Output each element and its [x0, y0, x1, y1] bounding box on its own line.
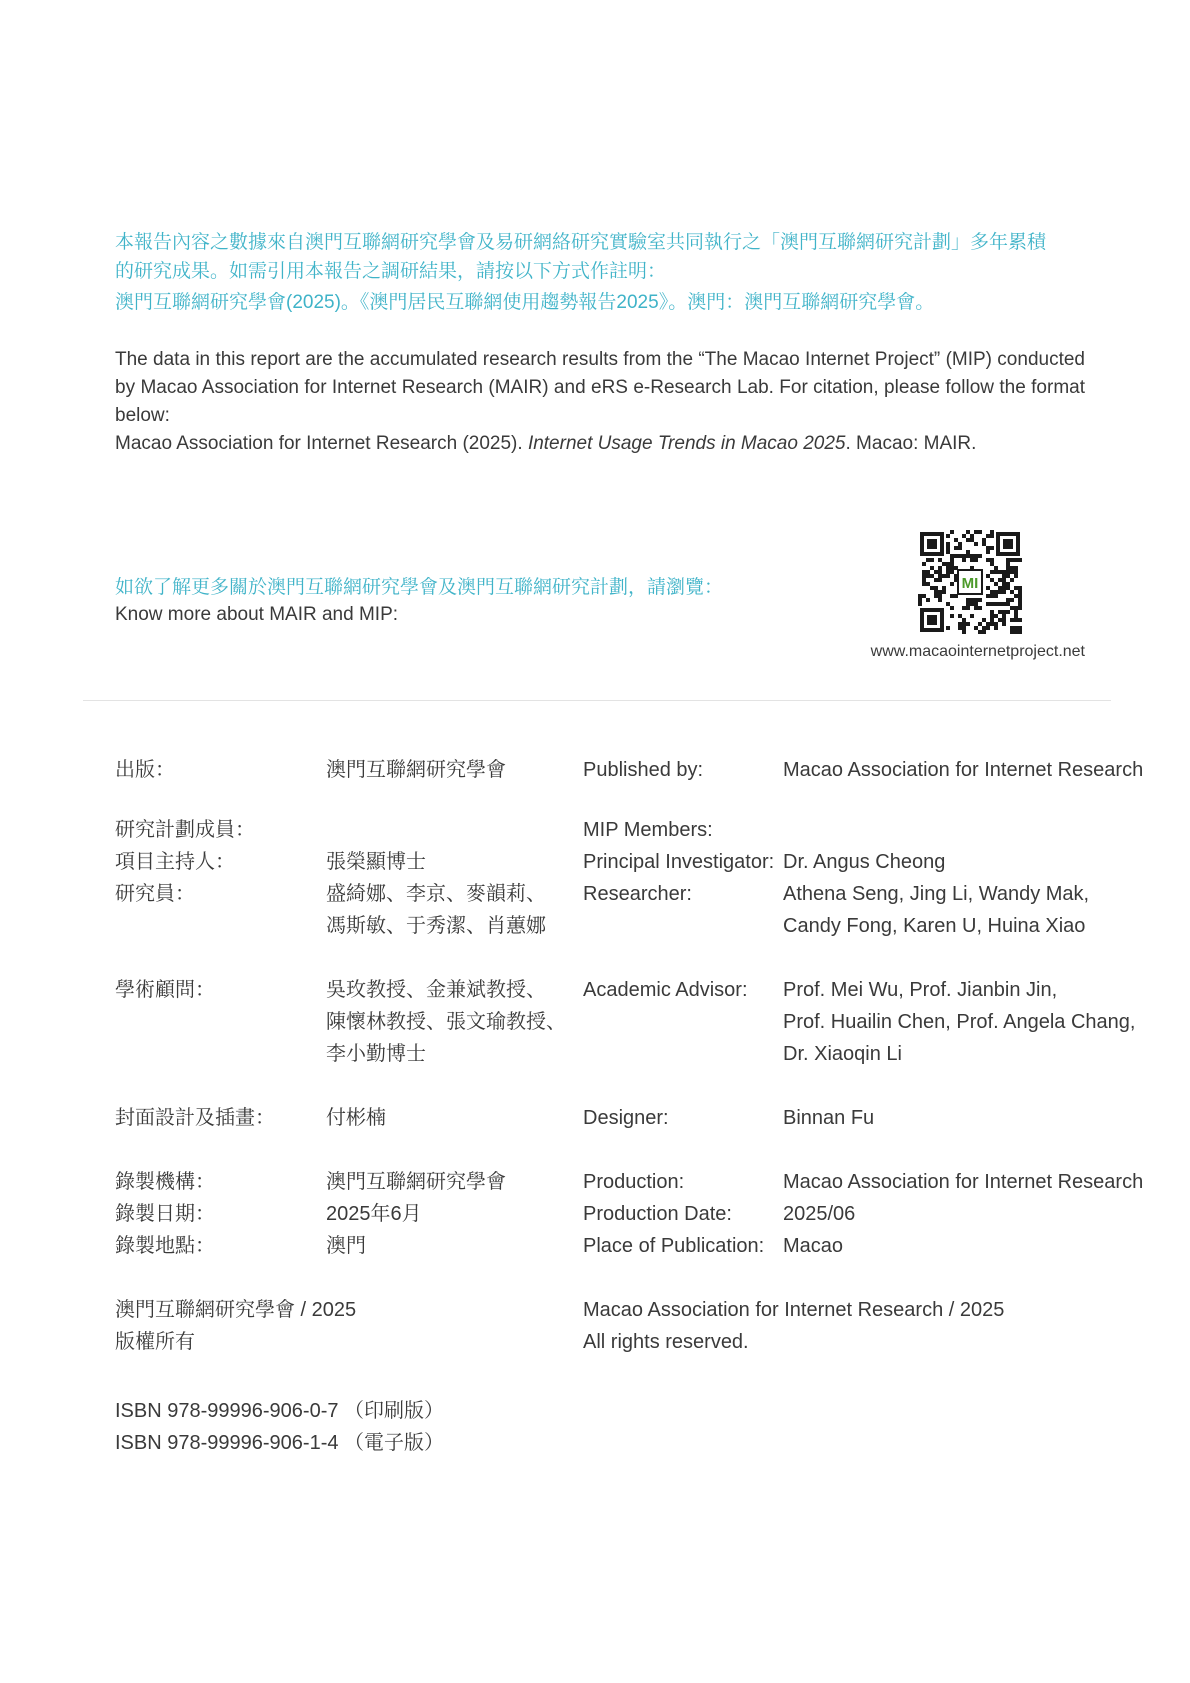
- qr-module: [998, 578, 1002, 582]
- qr-module: [958, 622, 962, 626]
- qr-module: [986, 594, 990, 598]
- qr-module: [982, 630, 986, 634]
- place-zh-value: 澳門: [326, 1235, 366, 1257]
- researcher-zh-value: [326, 878, 546, 942]
- pi-zh-value: 張榮顯博士: [326, 851, 426, 873]
- qr-module: [1006, 566, 1010, 570]
- qr-module: [978, 622, 982, 626]
- qr-module: [958, 626, 962, 630]
- qr-module: [1006, 574, 1010, 578]
- qr-module: [990, 610, 994, 614]
- qr-module: [982, 626, 986, 630]
- researcher-en-label: Researcher:: [583, 883, 692, 905]
- qr-module: [986, 602, 990, 606]
- qr-module: [990, 534, 994, 538]
- qr-module: [950, 570, 954, 574]
- qr-module: [1010, 590, 1014, 594]
- qr-module: [942, 586, 946, 590]
- qr-module: [970, 602, 974, 606]
- qr-module: [942, 562, 946, 566]
- qr-module: [986, 534, 990, 538]
- qr-module: [930, 558, 934, 562]
- qr-module: [926, 574, 930, 578]
- researcher-zh-line-1: 盛綺娜、李京、麥韻莉、: [326, 883, 546, 905]
- qr-module: [1002, 570, 1006, 574]
- qr-module: [974, 558, 978, 562]
- qr-module: [970, 534, 974, 538]
- published-zh-label: 出版：: [115, 759, 175, 781]
- qr-module: [942, 590, 946, 594]
- qr-module: [1014, 558, 1018, 562]
- qr-module: [958, 614, 962, 618]
- qr-module: [926, 582, 930, 586]
- qr-module: [938, 590, 942, 594]
- date-en-value: 2025/06: [783, 1203, 856, 1225]
- designer-zh-label: 封面設計及插畫：: [115, 1107, 275, 1129]
- production-zh-value: 澳門互聯網研究學會: [326, 1171, 506, 1193]
- qr-module: [946, 574, 950, 578]
- qr-module: [1006, 598, 1010, 602]
- qr-module: [978, 606, 982, 610]
- qr-module: [918, 602, 922, 606]
- qr-module: [962, 606, 966, 610]
- qr-module: [958, 542, 962, 546]
- qr-code-graphic: [918, 530, 1022, 634]
- qr-module: [1002, 618, 1006, 622]
- qr-module: [966, 622, 970, 626]
- qr-module: [974, 530, 978, 534]
- citation-zh: [115, 228, 1090, 317]
- qr-module: [1018, 594, 1022, 598]
- qr-module: [974, 602, 978, 606]
- qr-module: [950, 562, 954, 566]
- qr-module: [990, 558, 994, 562]
- qr-module: [1018, 558, 1022, 562]
- copyright-zh-line-1: 澳門互聯網研究學會 / 2025: [115, 1299, 357, 1321]
- qr-module: [970, 554, 974, 558]
- qr-code[interactable]: [918, 530, 1022, 634]
- qr-module: [1006, 602, 1010, 606]
- qr-module: [934, 586, 938, 590]
- advisor-zh-line-1: 吳玫教授、金兼斌教授、: [326, 979, 546, 1001]
- more-info-zh: 如欲了解更多關於澳門互聯網研究學會及澳門互聯網研究計劃，請瀏覽：: [115, 577, 724, 598]
- qr-module: [954, 538, 958, 542]
- qr-module: [930, 586, 934, 590]
- qr-module: [990, 590, 994, 594]
- copyright-en-line-2: All rights reserved.: [583, 1331, 749, 1353]
- qr-module: [946, 570, 950, 574]
- qr-module: [926, 570, 930, 574]
- qr-module: [1018, 586, 1022, 590]
- divider: [83, 700, 1111, 701]
- more-info-en: Know more about MAIR and MIP:: [115, 604, 399, 625]
- designer-zh-value: 付彬楠: [326, 1107, 386, 1129]
- qr-module: [998, 610, 1002, 614]
- qr-module: [1010, 566, 1014, 570]
- website-link[interactable]: www.macaointernetproject.net: [870, 643, 1085, 660]
- qr-module: [1002, 602, 1006, 606]
- qr-module: [978, 598, 982, 602]
- qr-module: [998, 618, 1002, 622]
- advisor-zh-line-2: 陳懷林教授、張文瑜教授、: [326, 1011, 566, 1033]
- qr-module: [1018, 618, 1022, 622]
- qr-module: [962, 630, 966, 634]
- qr-logo-text: MI: [961, 575, 979, 592]
- qr-module: [966, 606, 970, 610]
- qr-module: [938, 566, 942, 570]
- qr-module: [986, 550, 990, 554]
- citation-ref-title: Internet Usage Trends in Macao 2025: [527, 433, 846, 454]
- qr-module: [934, 578, 938, 582]
- qr-module: [1010, 606, 1014, 610]
- qr-module: [982, 538, 986, 542]
- qr-module: [922, 570, 926, 574]
- copyright-zh: [115, 1294, 356, 1358]
- qr-module: [966, 598, 970, 602]
- qr-module: [962, 554, 966, 558]
- qr-module: [962, 622, 966, 626]
- qr-module: [990, 546, 994, 550]
- qr-module: [938, 558, 942, 562]
- qr-module: [934, 594, 938, 598]
- qr-module: [974, 598, 978, 602]
- designer-en-value: Binnan Fu: [783, 1107, 875, 1129]
- qr-module: [998, 570, 1002, 574]
- qr-module: [950, 582, 954, 586]
- qr-module: [994, 570, 998, 574]
- qr-module: [1006, 586, 1010, 590]
- qr-module: [950, 554, 954, 558]
- qr-module: [930, 574, 934, 578]
- qr-module: [994, 626, 998, 630]
- qr-module: [918, 598, 922, 602]
- qr-module: [970, 598, 974, 602]
- qr-module: [918, 594, 922, 598]
- advisor-zh-label: 學術顧問：: [115, 979, 215, 1001]
- qr-module: [1006, 570, 1010, 574]
- qr-module: [926, 598, 930, 602]
- qr-module: [966, 530, 970, 534]
- qr-module: [1014, 626, 1018, 630]
- qr-module: [966, 538, 970, 542]
- qr-module: [990, 594, 994, 598]
- advisor-en-label: Academic Advisor:: [583, 979, 748, 1001]
- qr-module: [994, 590, 998, 594]
- published-en-label: Published by:: [583, 759, 704, 781]
- copyright-zh-line-2: 版權所有: [115, 1331, 195, 1353]
- qr-module: [990, 622, 994, 626]
- production-zh-label: 錄製機構：: [115, 1171, 215, 1193]
- qr-module: [986, 622, 990, 626]
- qr-module: [1006, 582, 1010, 586]
- qr-module: [962, 534, 966, 538]
- date-en-label: Production Date:: [583, 1203, 732, 1225]
- qr-module: [998, 586, 1002, 590]
- qr-module: [1014, 610, 1018, 614]
- qr-module: [946, 534, 950, 538]
- qr-module: [990, 562, 994, 566]
- copyright-en-line-1: Macao Association for Internet Research / 2025: [583, 1299, 1005, 1321]
- qr-module: [1018, 626, 1022, 630]
- designer-en-label: Designer:: [583, 1107, 669, 1129]
- qr-module: [926, 558, 930, 562]
- qr-module: [1018, 630, 1022, 634]
- qr-module: [994, 614, 998, 618]
- advisor-zh-line-3: 李小勤博士: [326, 1043, 426, 1065]
- qr-module: [962, 626, 966, 630]
- citation-ref-tail: . Macao: MAIR.: [845, 433, 977, 454]
- qr-module: [1018, 606, 1022, 610]
- qr-module: [974, 626, 978, 630]
- pi-en-label: Principal Investigator:: [583, 851, 775, 873]
- qr-module: [1002, 622, 1006, 626]
- qr-module: [974, 542, 978, 546]
- qr-module: [994, 566, 998, 570]
- qr-module: [990, 578, 994, 582]
- qr-module: [938, 598, 942, 602]
- qr-module: [950, 566, 954, 570]
- citation-zh-line-3: 澳門互聯網研究學會(2025)。《澳門居民互聯網使用趨勢報告2025》。澳門：澳門互聯網研究學會。: [115, 292, 935, 313]
- qr-module: [954, 546, 958, 550]
- qr-module: [974, 554, 978, 558]
- researcher-zh-line-2: 馮斯敏、于秀潔、肖蕙娜: [326, 915, 546, 937]
- qr-module: [986, 558, 990, 562]
- qr-module: [1002, 614, 1006, 618]
- qr-module: [1006, 562, 1010, 566]
- qr-module: [1002, 582, 1006, 586]
- citation-ref-author: Macao Association for Internet Research (2025).: [115, 433, 528, 454]
- qr-module: [1002, 586, 1006, 590]
- qr-module: [950, 530, 954, 534]
- researcher-en-line-2: Candy Fong, Karen U, Huina Xiao: [783, 915, 1086, 937]
- qr-module: [946, 562, 950, 566]
- qr-module: [934, 570, 938, 574]
- qr-module: [954, 554, 958, 558]
- qr-module: [950, 614, 954, 618]
- place-zh-label: 錄製地點：: [115, 1235, 215, 1257]
- published-en-value: Macao Association for Internet Research: [783, 759, 1144, 781]
- qr-module: [978, 530, 982, 534]
- qr-module: [990, 602, 994, 606]
- qr-module: [946, 550, 950, 554]
- production-en-label: Production:: [583, 1171, 685, 1193]
- qr-module: [1002, 574, 1006, 578]
- qr-module: [990, 618, 994, 622]
- qr-module: [1014, 570, 1018, 574]
- published-zh-value: 澳門互聯網研究學會: [326, 759, 506, 781]
- qr-module: [946, 546, 950, 550]
- qr-module: [982, 542, 986, 546]
- qr-module: [958, 554, 962, 558]
- qr-module: [946, 626, 950, 630]
- date-zh-label: 錄製日期：: [115, 1203, 215, 1225]
- researcher-zh-label: 研究員：: [115, 883, 195, 905]
- place-en-value: Macao: [783, 1235, 844, 1257]
- citation-zh-line-1: 本報告內容之數據來自澳門互聯網研究學會及易研網絡研究實驗室共同執行之「澳門互聯網研究計劃」多年累積: [115, 232, 1047, 253]
- qr-module: [1002, 590, 1006, 594]
- qr-module: [942, 574, 946, 578]
- qr-module: [938, 578, 942, 582]
- qr-module: [998, 602, 1002, 606]
- qr-module: [1006, 610, 1010, 614]
- qr-module: [922, 582, 926, 586]
- qr-module: [962, 558, 966, 562]
- qr-module: [978, 630, 982, 634]
- qr-module: [1010, 558, 1014, 562]
- citation-en-reference: [115, 430, 1085, 458]
- qr-module: [922, 578, 926, 582]
- qr-module: [922, 562, 926, 566]
- date-zh-value: 2025年6月: [326, 1203, 422, 1225]
- advisor-en-line-1: Prof. Mei Wu, Prof. Jianbin Jin,: [783, 979, 1058, 1001]
- advisor-en-line-2: Prof. Huailin Chen, Prof. Angela Chang,: [783, 1011, 1136, 1033]
- qr-module: [938, 594, 942, 598]
- advisor-zh-value: [326, 974, 566, 1070]
- qr-module: [950, 606, 954, 610]
- qr-module: [950, 558, 954, 562]
- qr-module: [1010, 570, 1014, 574]
- qr-module: [1006, 558, 1010, 562]
- qr-module: [986, 586, 990, 590]
- advisor-en-value: [783, 974, 1135, 1070]
- qr-module: [1014, 614, 1018, 618]
- qr-module: [986, 574, 990, 578]
- qr-module: [970, 614, 974, 618]
- qr-module: [958, 546, 962, 550]
- qr-module: [970, 558, 974, 562]
- pi-en-value: Dr. Angus Cheong: [783, 851, 946, 873]
- members-en-label: MIP Members:: [583, 819, 713, 841]
- citation-en-paragraph: The data in this report are the accumulated research results from the “The Macao Internet Project” (MIP) conducted by Macao Association for Internet Research (MAIR) and eRS e-Research Lab. For citation, please follow the format below:: [115, 349, 1085, 426]
- pi-zh-label: 項目主持人：: [115, 851, 235, 873]
- copyright-en: [583, 1294, 1004, 1358]
- qr-module: [990, 530, 994, 534]
- qr-module: [974, 606, 978, 610]
- qr-module: [934, 590, 938, 594]
- researcher-en-line-1: Athena Seng, Jing Li, Wandy Mak,: [783, 883, 1090, 905]
- qr-module: [986, 626, 990, 630]
- qr-module: [1014, 630, 1018, 634]
- researcher-en-value: [783, 878, 1089, 942]
- qr-module: [946, 602, 950, 606]
- isbn-block: [115, 1395, 444, 1459]
- qr-module: [1018, 590, 1022, 594]
- qr-module: [922, 594, 926, 598]
- advisor-en-line-3: Dr. Xiaoqin Li: [783, 1043, 902, 1065]
- qr-module: [930, 566, 934, 570]
- qr-module: [1010, 618, 1014, 622]
- qr-module: [986, 546, 990, 550]
- qr-module: [1010, 630, 1014, 634]
- isbn-ebook: ISBN 978-99996-906-1-4 （電子版）: [115, 1432, 445, 1454]
- qr-module: [990, 614, 994, 618]
- qr-module: [970, 538, 974, 542]
- qr-module: [922, 574, 926, 578]
- qr-module: [938, 574, 942, 578]
- qr-module: [1018, 598, 1022, 602]
- qr-module: [966, 554, 970, 558]
- place-en-label: Place of Publication:: [583, 1235, 765, 1257]
- qr-module: [990, 570, 994, 574]
- citation-zh-line-2: 的研究成果。如需引用本報告之調研結果，請按以下方式作註明：: [115, 261, 667, 282]
- qr-module: [994, 594, 998, 598]
- production-en-value: Macao Association for Internet Research: [783, 1171, 1144, 1193]
- qr-module: [1002, 578, 1006, 582]
- qr-module: [994, 582, 998, 586]
- qr-module: [994, 622, 998, 626]
- qr-module: [966, 602, 970, 606]
- qr-module: [1010, 598, 1014, 602]
- members-zh-label: 研究計劃成員：: [115, 819, 255, 841]
- qr-module: [1002, 610, 1006, 614]
- qr-module: [1014, 566, 1018, 570]
- qr-module: [966, 550, 970, 554]
- qr-module: [978, 554, 982, 558]
- qr-module: [946, 566, 950, 570]
- qr-module: [982, 618, 986, 622]
- qr-module: [962, 618, 966, 622]
- qr-module: [998, 590, 1002, 594]
- qr-module: [1014, 618, 1018, 622]
- citation-en: [115, 346, 1085, 458]
- qr-module: [1014, 586, 1018, 590]
- qr-module: [946, 542, 950, 546]
- qr-module: [1010, 578, 1014, 582]
- qr-module: [1014, 594, 1018, 598]
- qr-module: [1014, 606, 1018, 610]
- qr-module: [1018, 602, 1022, 606]
- qr-module: [938, 570, 942, 574]
- qr-module: [1014, 574, 1018, 578]
- qr-module: [950, 594, 954, 598]
- qr-module: [994, 602, 998, 606]
- isbn-print: ISBN 978-99996-906-0-7 （印刷版）: [115, 1400, 445, 1422]
- qr-module: [1010, 626, 1014, 630]
